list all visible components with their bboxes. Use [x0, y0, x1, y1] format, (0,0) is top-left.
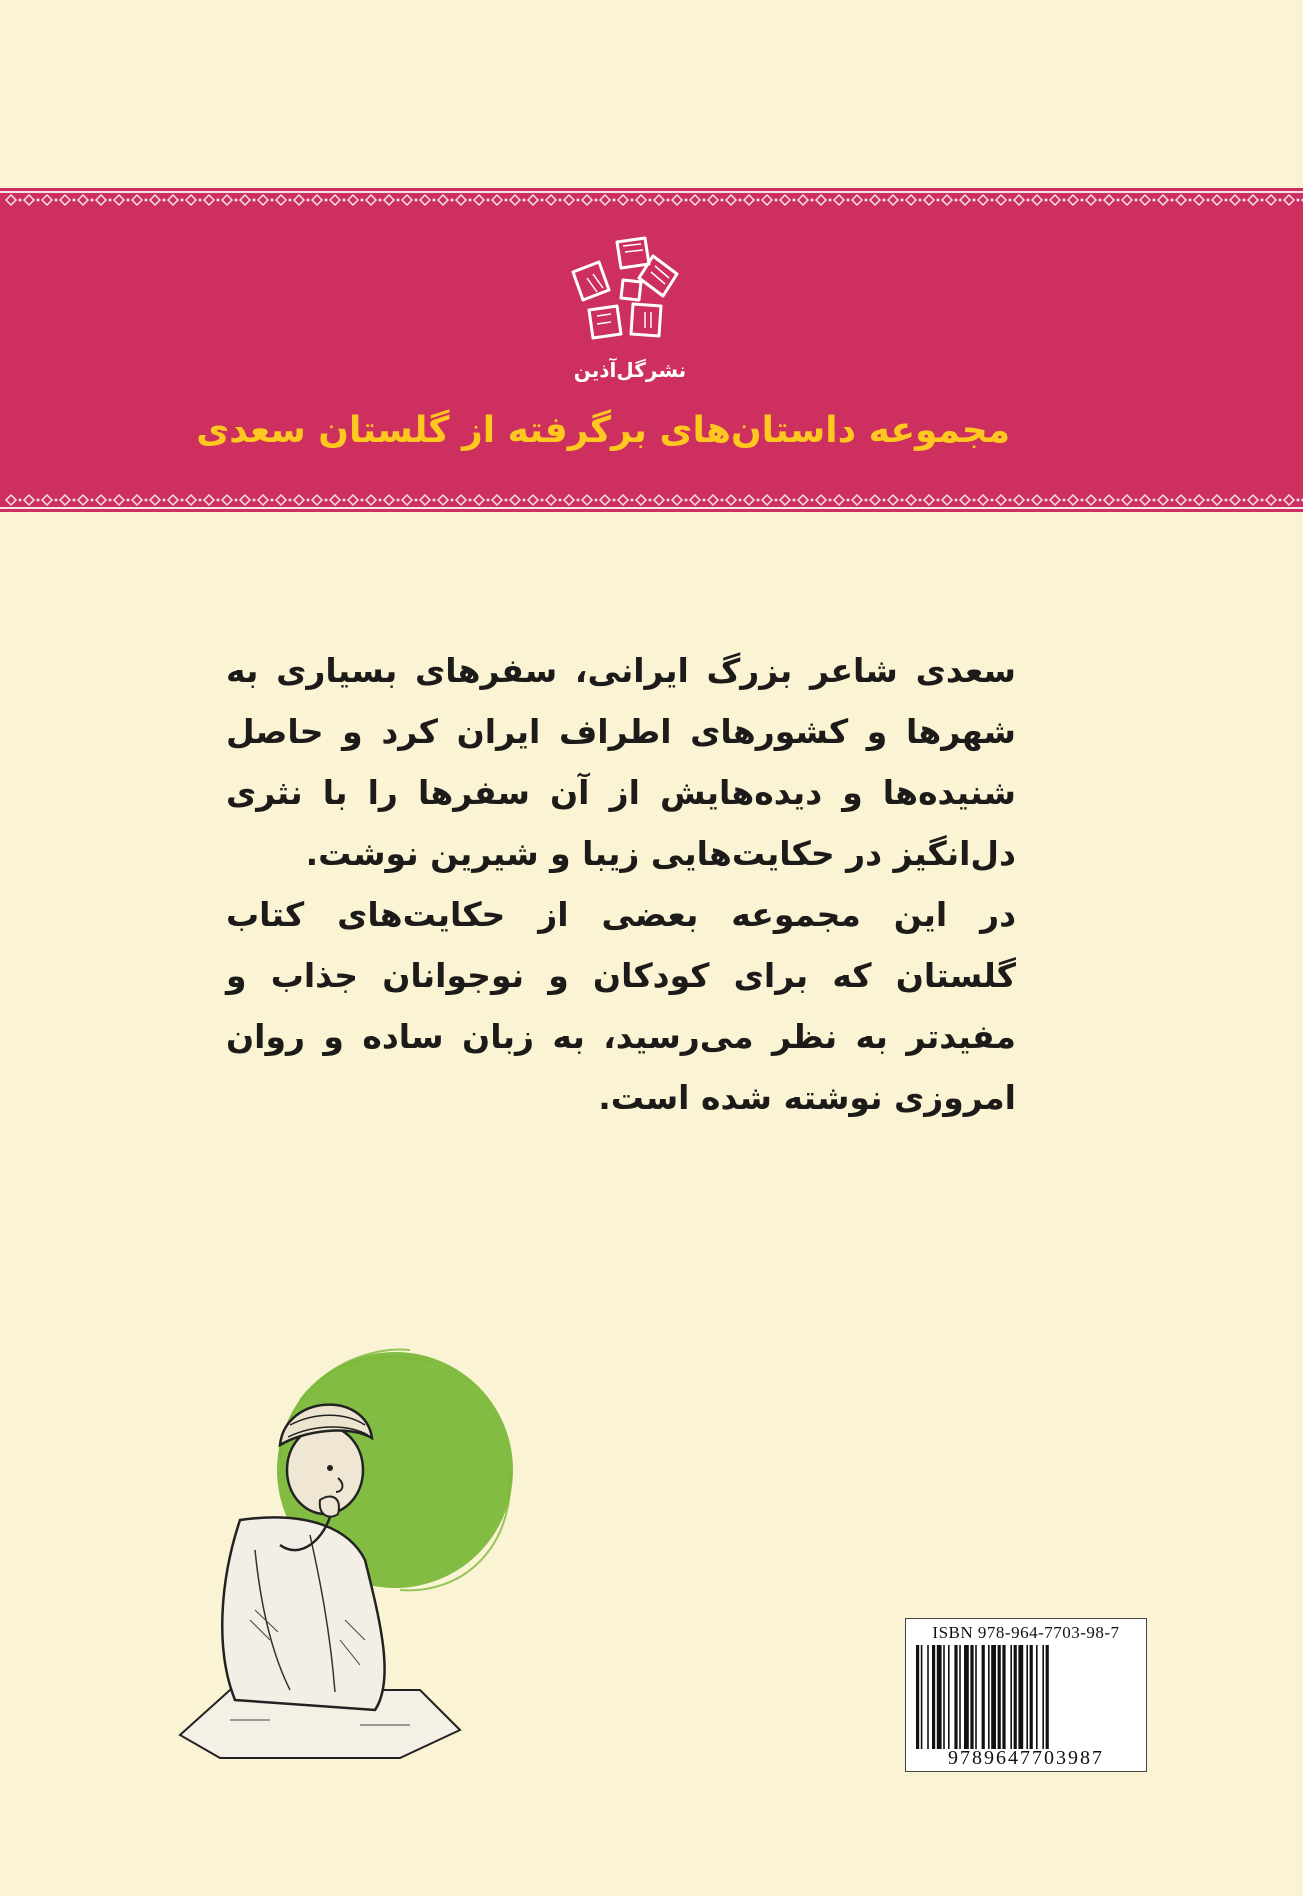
series-title: مجموعه داستان‌های برگرفته از گلستان سعدی [196, 410, 1010, 451]
isbn-label: ISBN 978-964-7703-98-7 [932, 1623, 1120, 1642]
publisher-name: نشرگل‌آذین [573, 358, 687, 382]
praying-boy-illustration [160, 1320, 540, 1760]
blurb-paragraph: سعدی شاعر بزرگ ایرانی، سفرهای بسیاری به شهرها و کشورهای اطراف ایران کرد و حاصل شنیده‌ها و دیده‌هایش از آن سفرها را با نثری دل‌انگیز در حکایت‌هایی زیبا و شیرین نوشت. [226, 651, 1016, 873]
publisher-logo-icon [565, 234, 695, 354]
decorative-border-bottom [0, 490, 1303, 510]
barcode-bars [916, 1645, 1136, 1749]
blurb-text [226, 640, 1016, 1128]
barcode-digits: 9789647703987 [948, 1747, 1104, 1769]
blurb-paragraph: در این مجموعه بعضی از حکایت‌های کتاب گلستان که برای کودکان و نوجوانان جذاب و مفیدتر به نظر می‌رسید، به زبان ساده و روان امروزی نوشته شده است. [226, 895, 1016, 1117]
isbn-barcode [905, 1618, 1147, 1772]
decorative-border-top [0, 190, 1303, 210]
